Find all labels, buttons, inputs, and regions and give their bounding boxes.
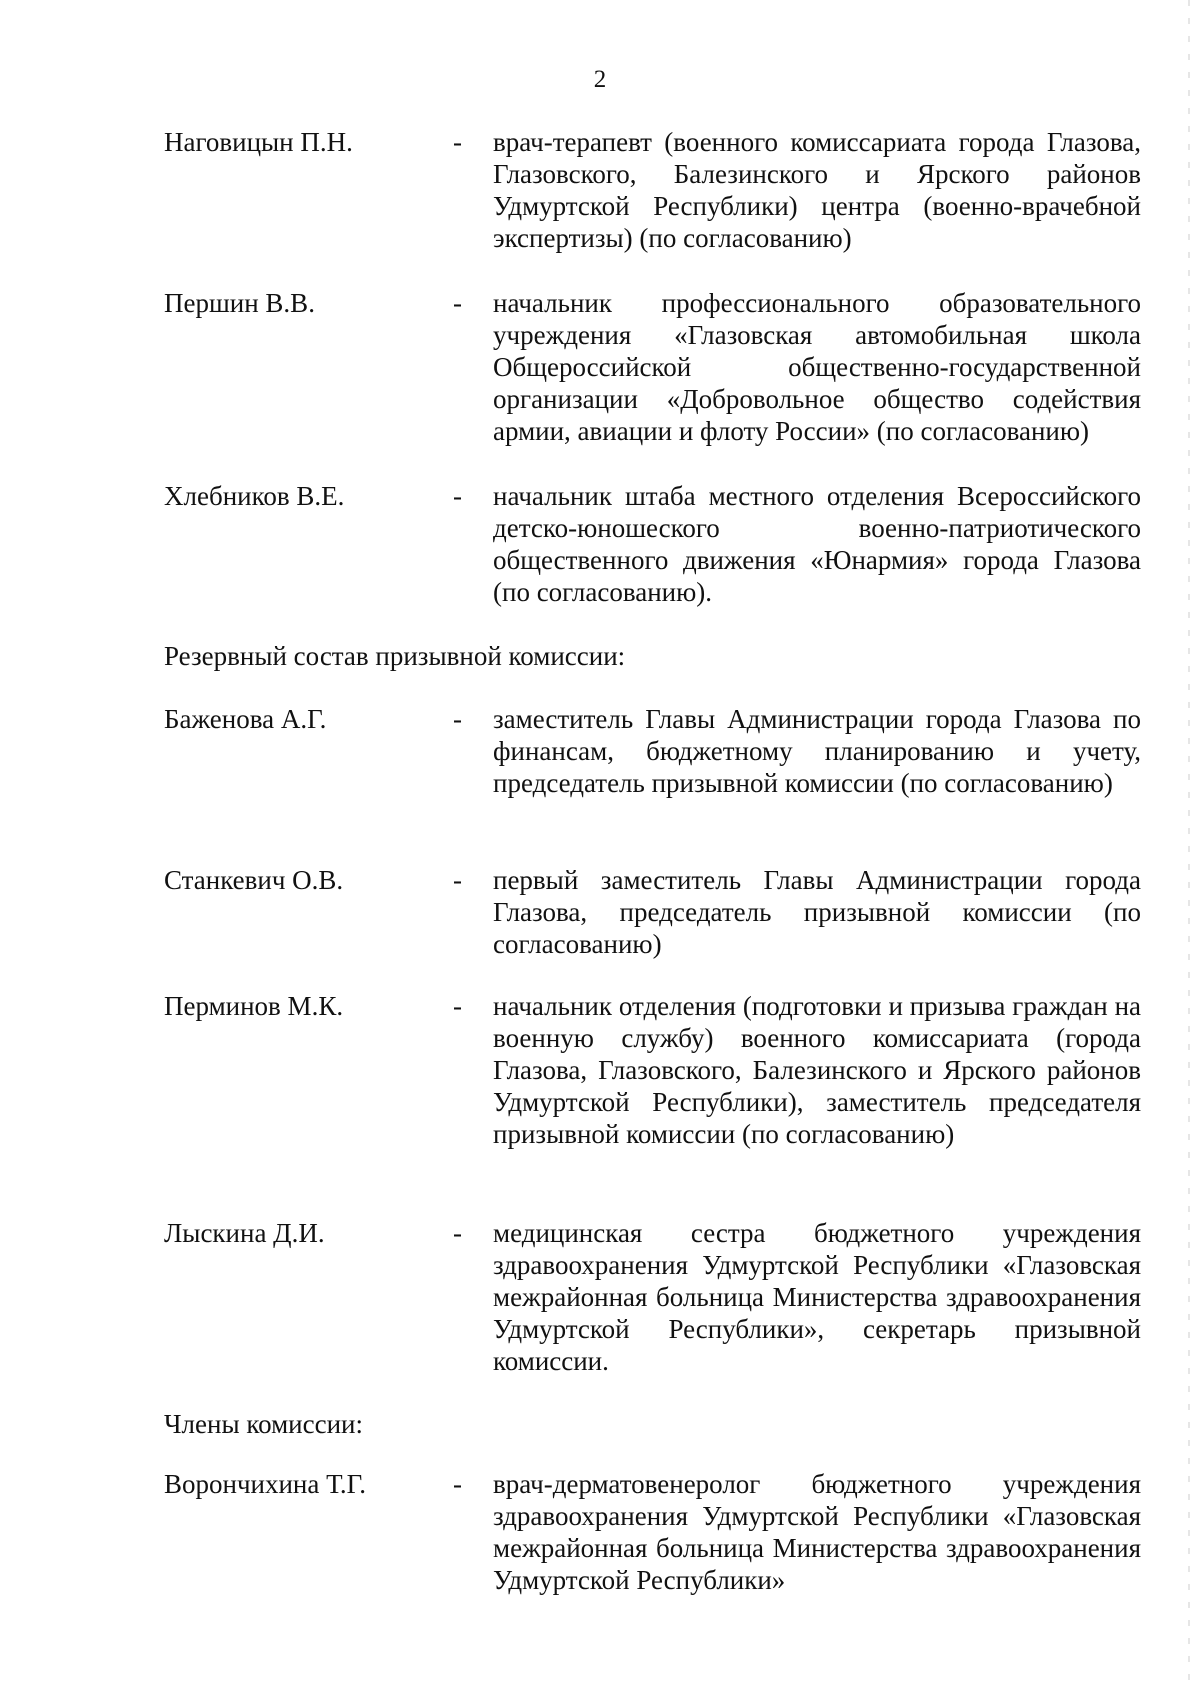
member-name: Станкевич О.В. (164, 865, 344, 895)
member-description: первый заместитель Главы Администрации города Глазова, председатель призывной комиссии (по согласованию) (493, 865, 1141, 959)
member-name: Баженова А.Г. (164, 704, 327, 734)
member-description: врач-терапевт (военного комиссариата города Глазова, Глазовского, Балезинского и Ярского районов Удмуртской Республики) центра (военно-врачебной экспертизы) (по согласованию) (493, 127, 1141, 253)
member-dash: - (453, 1218, 462, 1248)
reserve-heading: Резервный состав призывной комиссии: (164, 641, 626, 671)
member-dash: - (453, 481, 462, 511)
member-name: Ворончихина Т.Г. (164, 1469, 366, 1499)
page-number: 2 (593, 66, 607, 93)
members-heading: Члены комиссии: (164, 1409, 363, 1439)
member-dash: - (453, 127, 462, 157)
scan-edge-artifact (1188, 0, 1190, 1686)
member-dash: - (453, 704, 462, 734)
member-name: Хлебников В.Е. (164, 481, 345, 511)
member-dash: - (453, 288, 462, 318)
member-description: начальник отделения (подготовки и призыва граждан на военную службу) военного комиссариата (города Глазова, Глазовского, Балезинского и Ярского районов Удмуртской Республики), заместитель председателя призывной комиссии (по согласованию) (493, 991, 1141, 1149)
member-description: заместитель Главы Администрации города Глазова по финансам, бюджетному планированию и учету, председатель призывной комиссии (по согласованию) (493, 704, 1141, 798)
member-dash: - (453, 991, 462, 1021)
member-description: начальник штаба местного отделения Всероссийского детско-юношеского военно-патриотического общественного движения «Юнармия» города Глазова (по согласованию). (493, 481, 1141, 607)
member-description: медицинская сестра бюджетного учреждения здравоохранения Удмуртской Республики «Глазовская межрайонная больница Министерства здравоохранения Удмуртской Республики», секретарь призывной комиссии. (493, 1218, 1141, 1376)
member-description: врач-дерматовенеролог бюджетного учреждения здравоохранения Удмуртской Республики «Глазовская межрайонная больница Министерства здравоохранения Удмуртской Республики» (493, 1469, 1141, 1595)
member-name: Першин В.В. (164, 288, 315, 318)
member-name: Перминов М.К. (164, 991, 344, 1021)
member-dash: - (453, 1469, 462, 1499)
member-description: начальник профессионального образовательного учреждения «Глазовская автомобильная школа Общероссийской общественно-государственной организации «Добровольное общество содействия армии, авиации и флоту России» (по согласованию) (493, 288, 1141, 446)
member-name: Наговицын П.Н. (164, 127, 353, 157)
member-name: Лыскина Д.И. (164, 1218, 325, 1248)
member-dash: - (453, 865, 462, 895)
